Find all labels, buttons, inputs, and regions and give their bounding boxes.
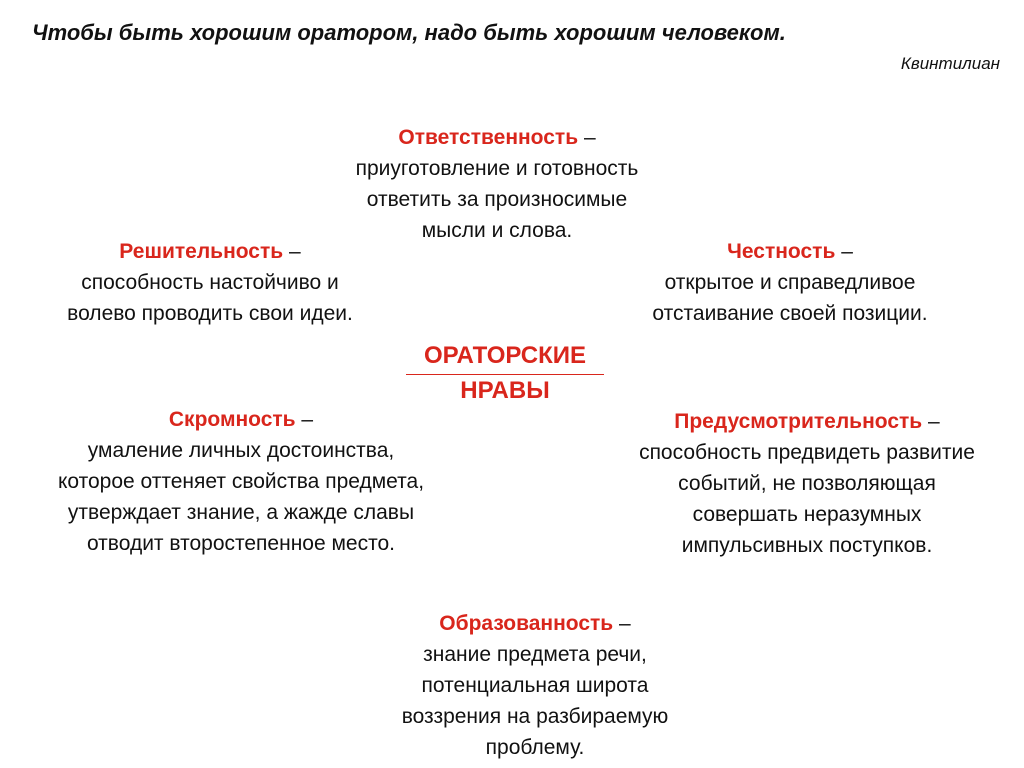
quality-definition: способность настойчиво и волево проводить свои идеи. <box>67 271 353 325</box>
quality-definition: способность предвидеть развитие событий, не позволяющая совершать неразумных импульсивных поступков. <box>639 441 975 557</box>
quality-term: Решительность <box>119 240 284 263</box>
quality-definition: умаление личных достоинства, которое оттеняет свойства предмета, утверждает знание, а жажде славы отводит второстепенное место. <box>57 439 425 555</box>
quality-definition: знание предмета речи, потенциальная широта воззрения на разбираемую проблему. <box>401 643 669 759</box>
quality-term: Предусмотрительность <box>674 410 923 433</box>
central-title-line1: ОРАТОРСКИЕ <box>406 340 604 375</box>
term-dash: – <box>295 408 314 431</box>
term-dash: – <box>283 240 301 263</box>
quality-foresight <box>592 406 1022 561</box>
quality-honesty <box>590 236 990 329</box>
quality-term: Честность <box>727 240 836 263</box>
term-dash: – <box>922 410 940 433</box>
quality-term: Ответственность <box>398 126 579 149</box>
quality-education <box>350 608 720 763</box>
term-dash: – <box>613 612 631 635</box>
epigraph-quote: Чтобы быть хорошим оратором, надо быть хорошим человеком. <box>32 20 786 45</box>
quality-definition: приуготовление и готовность ответить за произносимые мысли и слова. <box>355 157 639 242</box>
epigraph-author: Квинтилиан <box>900 54 1000 73</box>
quality-term: Образованность <box>439 612 614 635</box>
quality-responsibility <box>312 122 682 246</box>
central-title <box>400 340 610 407</box>
term-dash: – <box>578 126 596 149</box>
quality-term: Скромность <box>168 408 296 431</box>
quality-resoluteness <box>20 236 400 329</box>
quality-modesty <box>8 404 474 559</box>
term-dash: – <box>835 240 853 263</box>
quality-definition: открытое и справедливое отстаивание своей позиции. <box>652 271 928 325</box>
central-title-line2: НРАВЫ <box>460 377 550 404</box>
